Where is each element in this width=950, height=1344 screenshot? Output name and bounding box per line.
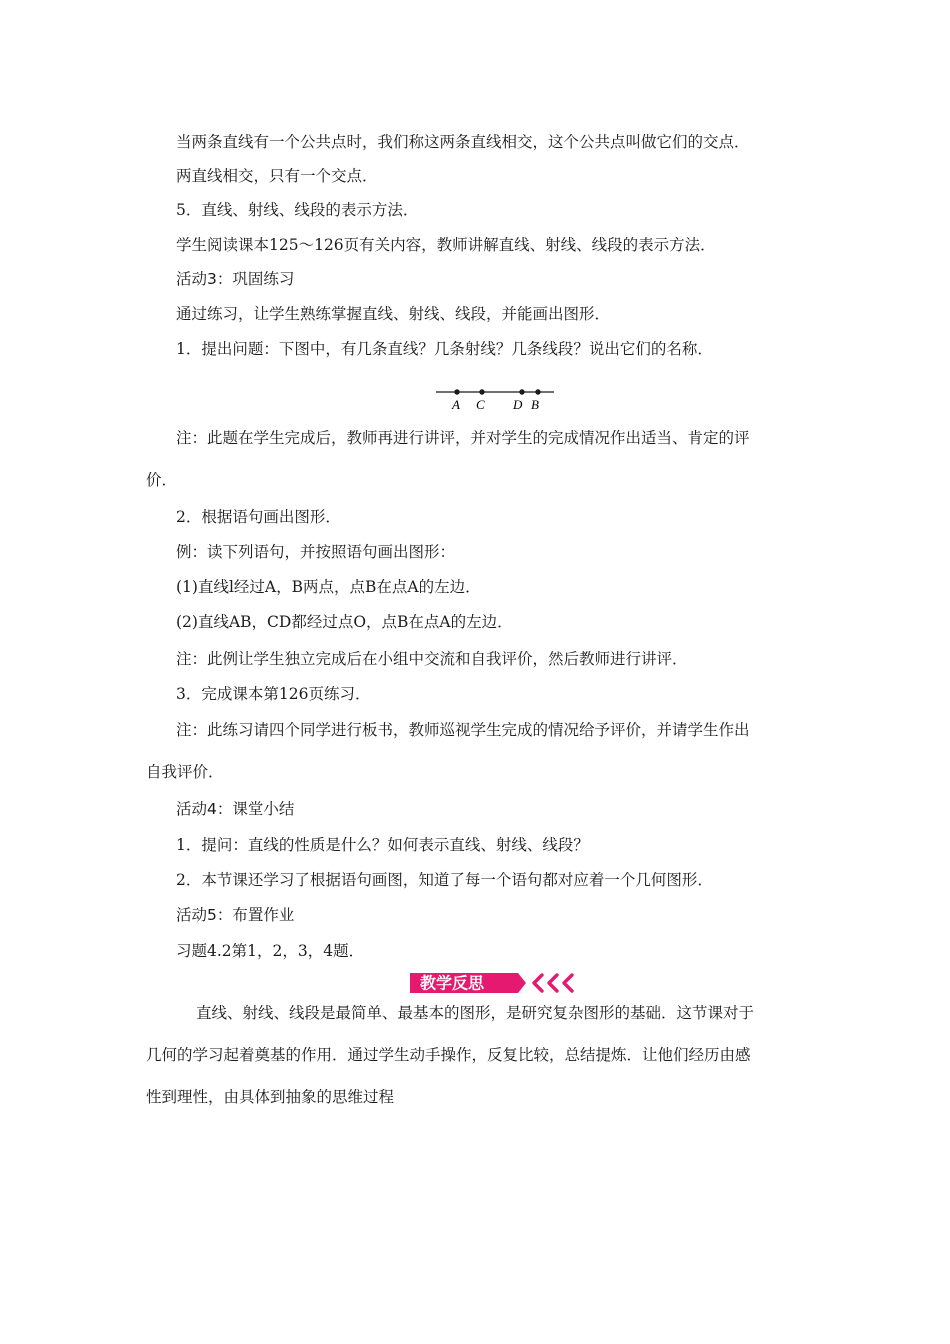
text-line: 直线、射线、线段是最简单、最基本的图形，是研究复杂图形的基础．这节课对于 [196, 1004, 755, 1022]
chevron-left-icon [564, 975, 572, 991]
text-line: 习题4.2第1，2，3，4题． [176, 942, 365, 960]
text-line: 1．提出问题：下图中，有几条直线？几条射线？几条线段？说出它们的名称． [176, 340, 713, 358]
text-line: 当两条直线有一个公共点时，我们称这两条直线相交，这个公共点叫做它们的交点． [176, 133, 750, 151]
point-a [454, 389, 459, 394]
activity-heading: 活动3：巩固练习 [176, 270, 295, 288]
reflection-banner [408, 970, 583, 996]
chevron-left-icon [549, 975, 557, 991]
text-line: 2．本节课还学习了根据语句画图，知道了每一个语句都对应着一个几何图形． [176, 871, 713, 889]
line-points-figure [430, 383, 560, 413]
text-line: 2．根据语句画出图形． [176, 508, 341, 526]
text-line: (2)直线AB，CD都经过点O，点B在点A的左边． [176, 613, 513, 631]
chevron-left-icon [534, 975, 542, 991]
point-b [535, 389, 540, 394]
text-line: 性到理性，由具体到抽象的思维过程 [146, 1088, 395, 1106]
text-line: 自我评价． [146, 763, 224, 781]
banner-title: 教学反思 [420, 973, 485, 993]
activity-heading: 活动5：布置作业 [176, 906, 295, 924]
text-line: 注：此练习请四个同学进行板书，教师巡视学生完成的情况给予评价，并请学生作出 [176, 721, 750, 739]
text-line: 例：读下列语句，并按照语句画出图形： [176, 543, 456, 561]
point-d [519, 389, 524, 394]
text-line: 5．直线、射线、线段的表示方法． [176, 201, 419, 219]
text-line: 注：此题在学生完成后，教师再进行讲评，并对学生的完成情况作出适当、肯定的评 [176, 429, 750, 447]
text-line: 几何的学习起着奠基的作用．通过学生动手操作，反复比较，总结提炼．让他们经历由感 [146, 1046, 751, 1064]
label-a: A [452, 397, 460, 412]
text-line: 3．完成课本第126页练习． [176, 685, 371, 703]
text-line: 价． [146, 471, 178, 489]
label-c: C [476, 397, 485, 412]
text-line: (1)直线l经过A，B两点，点B在点A的左边． [176, 578, 481, 596]
text-line: 1．提问：直线的性质是什么？如何表示直线、射线、线段？ [176, 836, 589, 854]
label-b: B [531, 397, 539, 412]
text-line: 通过练习，让学生熟练掌握直线、射线、线段，并能画出图形． [176, 305, 611, 323]
activity-heading: 活动4：课堂小结 [176, 800, 295, 818]
text-line: 两直线相交，只有一个交点． [176, 167, 378, 185]
point-c [479, 389, 484, 394]
label-d: D [513, 397, 523, 412]
text-line: 学生阅读课本125～126页有关内容，教师讲解直线、射线、线段的表示方法． [176, 236, 716, 254]
text-line: 注：此例让学生独立完成后在小组中交流和自我评价，然后教师进行讲评． [176, 650, 688, 668]
